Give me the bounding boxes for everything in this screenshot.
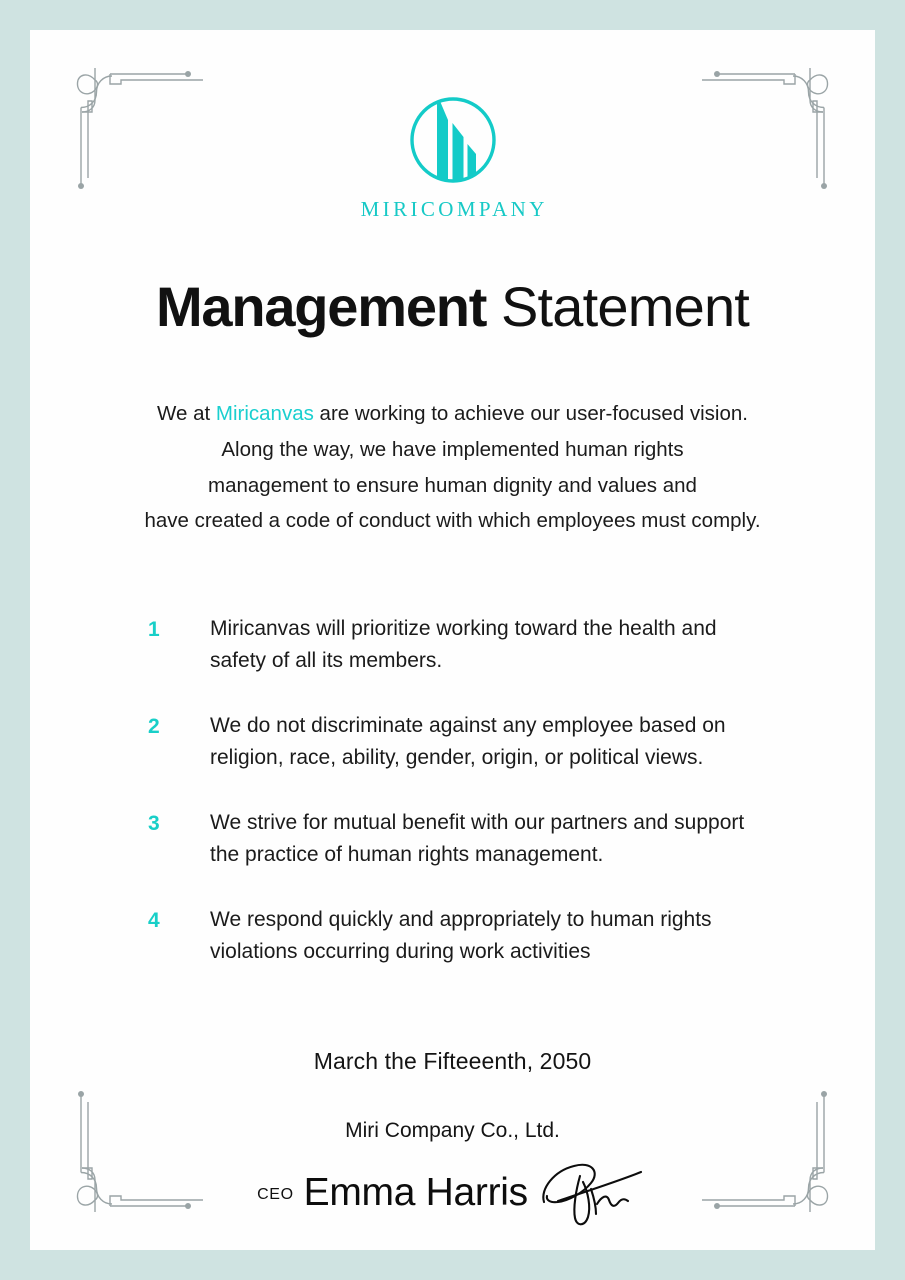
intro-paragraph	[90, 396, 815, 539]
list-item	[148, 613, 770, 677]
intro-line-1	[90, 396, 815, 432]
intro-line-3: management to ensure human dignity and values and	[208, 473, 697, 497]
intro-line-1-after: are working to achieve our user-focused vision.	[313, 402, 748, 425]
clause-number: 3	[148, 812, 160, 835]
intro-brand-highlight: Miricanvas	[215, 402, 314, 425]
intro-line-4: have created a code of conduct with which employees must comply.	[144, 509, 761, 533]
clause-text: Miricanvas will prioritize working toward the health and safety of all its members.	[210, 617, 717, 672]
clause-list	[148, 613, 770, 968]
page-title	[30, 275, 875, 338]
handwritten-signature-icon	[536, 1156, 648, 1230]
list-item	[148, 710, 770, 774]
brand-wordmark: MIRICOMPANY	[360, 197, 548, 221]
brand-logo-block	[30, 92, 875, 222]
intro-line-1-before: We at	[157, 402, 216, 425]
signer-title: ceo	[257, 1178, 294, 1204]
clause-number: 4	[148, 909, 160, 932]
intro-line-2: Along the way, we have implemented human rights	[221, 437, 684, 461]
clause-number: 1	[148, 618, 160, 641]
issue-date: March the Fifteeenth, 2050	[313, 1048, 592, 1074]
clause-text: We do not discriminate against any employee based on religion, race, ability, gender, origin, or political views.	[210, 714, 726, 769]
building-skyline-circle-icon	[405, 92, 501, 188]
company-name: Miri Company Co., Ltd.	[345, 1119, 560, 1142]
signer-name: Emma Harris	[303, 1171, 528, 1214]
list-item	[148, 904, 770, 968]
signature-block	[30, 1156, 875, 1230]
page-title-light: Statement	[486, 275, 750, 338]
page-title-bold: Management	[155, 275, 487, 338]
clause-text: We respond quickly and appropriately to human rights violations occurring during work activities	[210, 908, 712, 963]
list-item	[148, 807, 770, 871]
clause-text: We strive for mutual benefit with our partners and support the practice of human rights management.	[210, 811, 745, 866]
certificate-card	[30, 30, 875, 1250]
clause-number: 2	[148, 715, 160, 738]
